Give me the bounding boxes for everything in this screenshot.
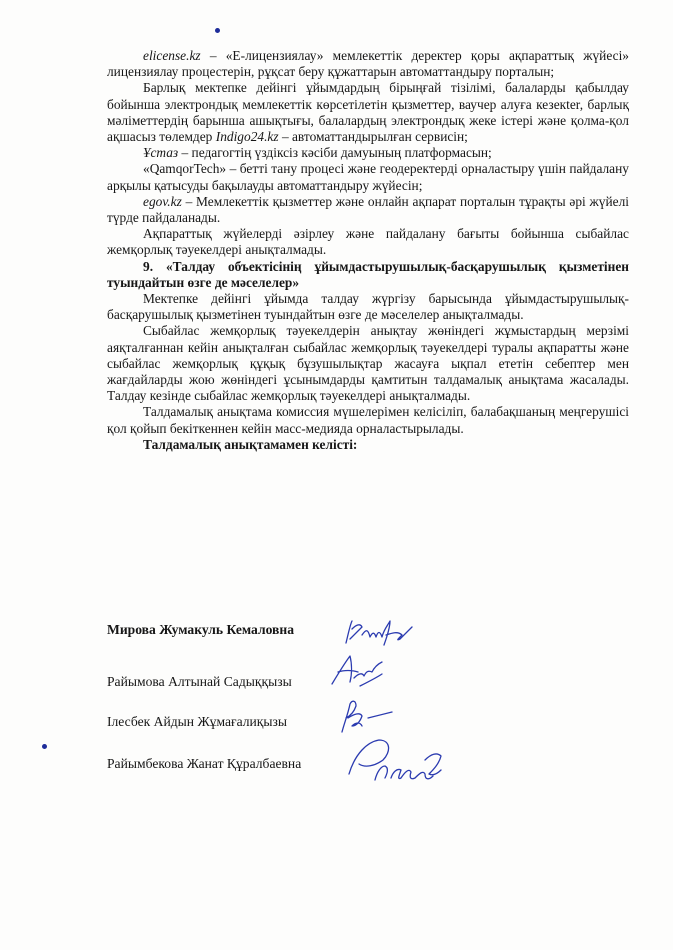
signature-3: [326, 696, 396, 736]
paragraph-is-risks: Ақпараттық жүйелерді әзірлеу және пайдалану бағыты бойынша сыбайлас жемқорлық тәуекелдері анықталмады.: [107, 226, 629, 258]
elicense-text: – «Е-лицензиялау» мемлекеттік деректер қоры ақпараттық жүйесі» лицензиялау процестерін, рұқсат беру құжаттарын автоматтандыру порталын;: [107, 48, 629, 80]
document-body: [107, 48, 629, 453]
paragraph-qamqortech: «QamqorTech» – бетті тану процесі және геодеректерді орналастыру үшін пайдалану арқылы қатысуды бақылауды автоматтандыру жүйесін;: [107, 161, 629, 193]
ustaz-text: – педагогтің үздіксіз кәсіби дамуының платформасын;: [178, 145, 492, 161]
paragraph-egov: [107, 194, 629, 226]
signature-4: [345, 734, 445, 790]
egov-text: – Мемлекеттік қызметтер және онлайн ақпарат порталын тұрақты әрі жүйелі түрде пайдаланады.: [107, 193, 629, 226]
paragraph-analytical-note: Сыбайлас жемқорлық тәуекелдерін анықтау жөніндегі жұмыстардың мерзімі аяқталғаннан кейін анықталған сыбайлас жемқорлық тәуекелдері туралы ақпаратты және сыбайлас жемқорлық құқық бұзушылықтар жасауға ықпал ететін себептер мен жағдайларды жою жөніндегі ұсынымдарды қамтитын талдамалық анықтама жасалады. Талдау кезінде сыбайлас жемқорлық тәуекелдері анықталмады.: [107, 323, 629, 404]
agreed-heading: Талдамалық анықтамамен келісті:: [143, 436, 358, 452]
signature-2: [324, 650, 386, 690]
paragraph-other-issues: Мектепке дейінгі ұйымда талдау жүргізу барысында ұйымдастырушылық-басқарушылық қызметінен туындайтын өзге де мәселелер анықталмады.: [107, 291, 629, 323]
signer-name-2: Райымова Алтынай Садыққызы: [107, 674, 292, 689]
ink-dot: [215, 28, 220, 33]
ustaz-term: Ұстаз: [143, 145, 179, 161]
signer-name-4: Райымбекова Жанат Құралбаевна: [107, 756, 302, 771]
elicense-term: elicense.kz: [143, 48, 201, 63]
paragraph-ustaz: [107, 145, 629, 161]
paragraph-elicense: [107, 48, 629, 80]
indigo-term: Indigo24.kz: [215, 129, 279, 145]
ink-dot: [42, 744, 47, 749]
indigo-text-end: – автоматтандырылған сервисін;: [278, 129, 468, 145]
signer-name-1: Мирова Жумакуль Кемаловна: [107, 622, 295, 637]
indigo-text: Барлық мектепке дейінгі ұйымдардың бірыңғай тізілімі, балаларды қабылдау бойынша электрондық мемлекеттік көрсетілетін қызметтер, ваучер алуға кезекter, барлық мәліметтердің барынша ашықтығы, балалардың электрондық жеке істері және қолма-қол ақшасыз төлемдер: [107, 80, 629, 145]
signer-name-3: Ілесбек Айдын Жұмағалиқызы: [107, 714, 288, 729]
paragraph-publication: Талдамалық анықтама комиссия мүшелерімен келісіліп, балабақшаның меңгерушісі қол қойып бекіткеннен кейін масс-медияда орналастырылады.: [107, 404, 629, 436]
section-heading-9: 9. «Талдау объектісінің ұйымдастырушылық-басқарушылық қызметінен туындайтын өзге де мәселелер»: [107, 258, 629, 290]
paragraph-indigo: [107, 80, 629, 145]
egov-term: egov.kz: [143, 193, 182, 209]
signature-1: [340, 615, 418, 651]
